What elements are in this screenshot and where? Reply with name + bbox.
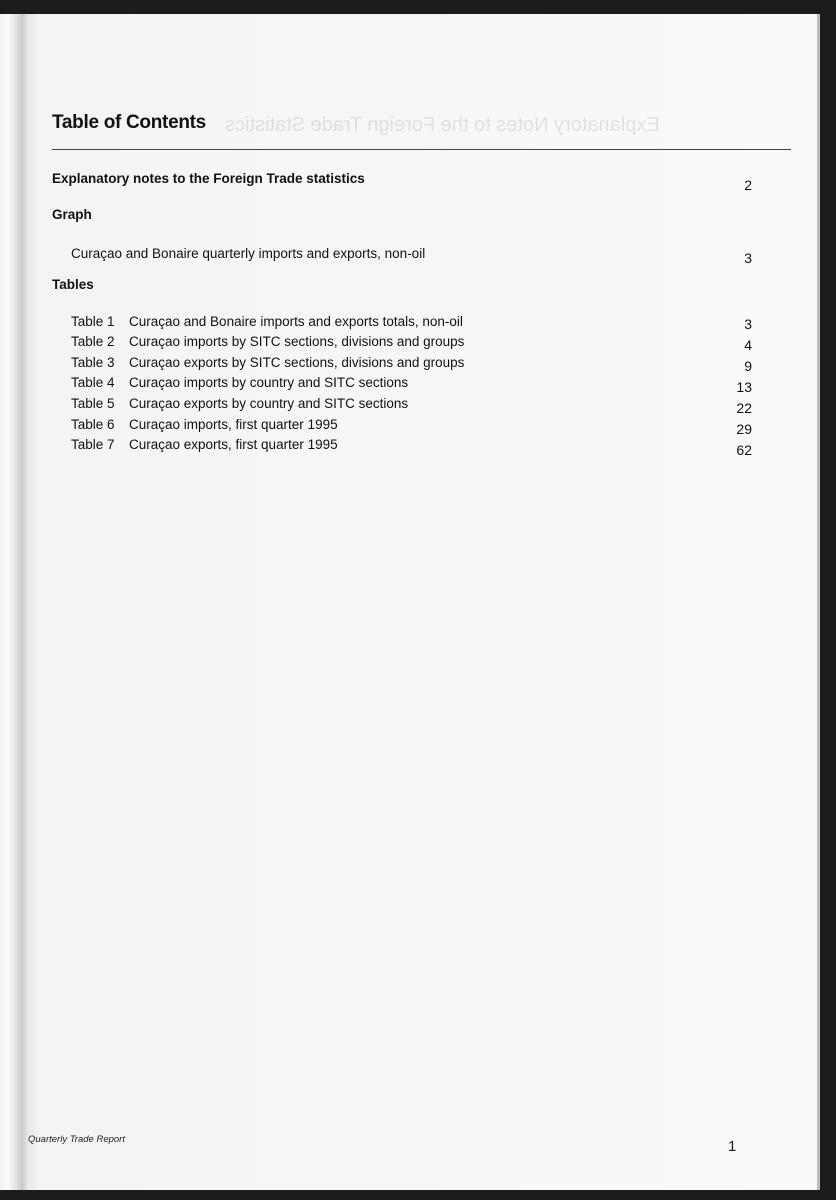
toc-page-number: 29: [736, 421, 752, 437]
toc-entry-table-5: [71, 396, 408, 411]
footer-page-number: 1: [728, 1138, 737, 1155]
bleed-through-heading: Explanatory Notes to the Foreign Trade Statistics: [225, 114, 660, 136]
table-number: Table 7: [71, 437, 115, 452]
toc-page-number: 4: [744, 337, 752, 353]
toc-entry-table-3: [71, 355, 464, 370]
table-number: Table 3: [71, 355, 115, 370]
toc-section-tables: [52, 277, 94, 292]
toc-entry-table-4: [71, 375, 408, 390]
toc-entry-label: Curaçao imports by SITC sections, divisions and groups: [129, 334, 465, 349]
toc-entry-label: Curaçao imports, first quarter 1995: [129, 417, 338, 432]
table-number: Table 5: [71, 396, 115, 411]
toc-page-number: 3: [744, 250, 752, 266]
toc-entry-table-7: [71, 437, 338, 452]
toc-page-number: 22: [736, 400, 752, 416]
table-number: Table 4: [71, 375, 115, 390]
toc-entry-label: Curaçao exports by SITC sections, divisions and groups: [129, 355, 465, 370]
toc-section-label: Graph: [52, 207, 92, 222]
table-number: Table 2: [71, 334, 115, 349]
toc-entry-table-6: [71, 417, 338, 432]
toc-section-label: Explanatory notes to the Foreign Trade statistics: [52, 171, 365, 186]
toc-section-graph: [52, 207, 92, 222]
toc-page-number: 62: [736, 442, 752, 458]
page-title: Table of Contents: [52, 112, 206, 133]
toc-page-number: 13: [736, 379, 752, 395]
footer-publication-title: Quarterly Trade Report: [28, 1134, 125, 1145]
toc-entry-label: Curaçao exports by country and SITC sections: [129, 396, 409, 411]
toc-entry-table-1: [71, 314, 463, 329]
toc-page-number: 3: [744, 316, 752, 332]
toc-entry-label: Curaçao exports, first quarter 1995: [129, 437, 338, 452]
toc-entry-table-2: [71, 334, 464, 349]
document-page: [0, 14, 820, 1190]
toc-entry-label: Curaçao and Bonaire quarterly imports and exports, non-oil: [71, 246, 426, 261]
toc-page-number: 2: [744, 177, 752, 193]
toc-entry-label: Curaçao and Bonaire imports and exports totals, non-oil: [129, 314, 463, 329]
toc-section-explanatory-notes: [52, 171, 365, 186]
table-number: Table 1: [71, 314, 115, 329]
title-rule: [52, 149, 791, 150]
toc-section-label: Tables: [52, 277, 94, 292]
table-number: Table 6: [71, 417, 115, 432]
toc-entry-graph: [71, 246, 425, 261]
toc-page-number: 9: [744, 358, 752, 374]
toc-entry-label: Curaçao imports by country and SITC sections: [129, 375, 409, 390]
